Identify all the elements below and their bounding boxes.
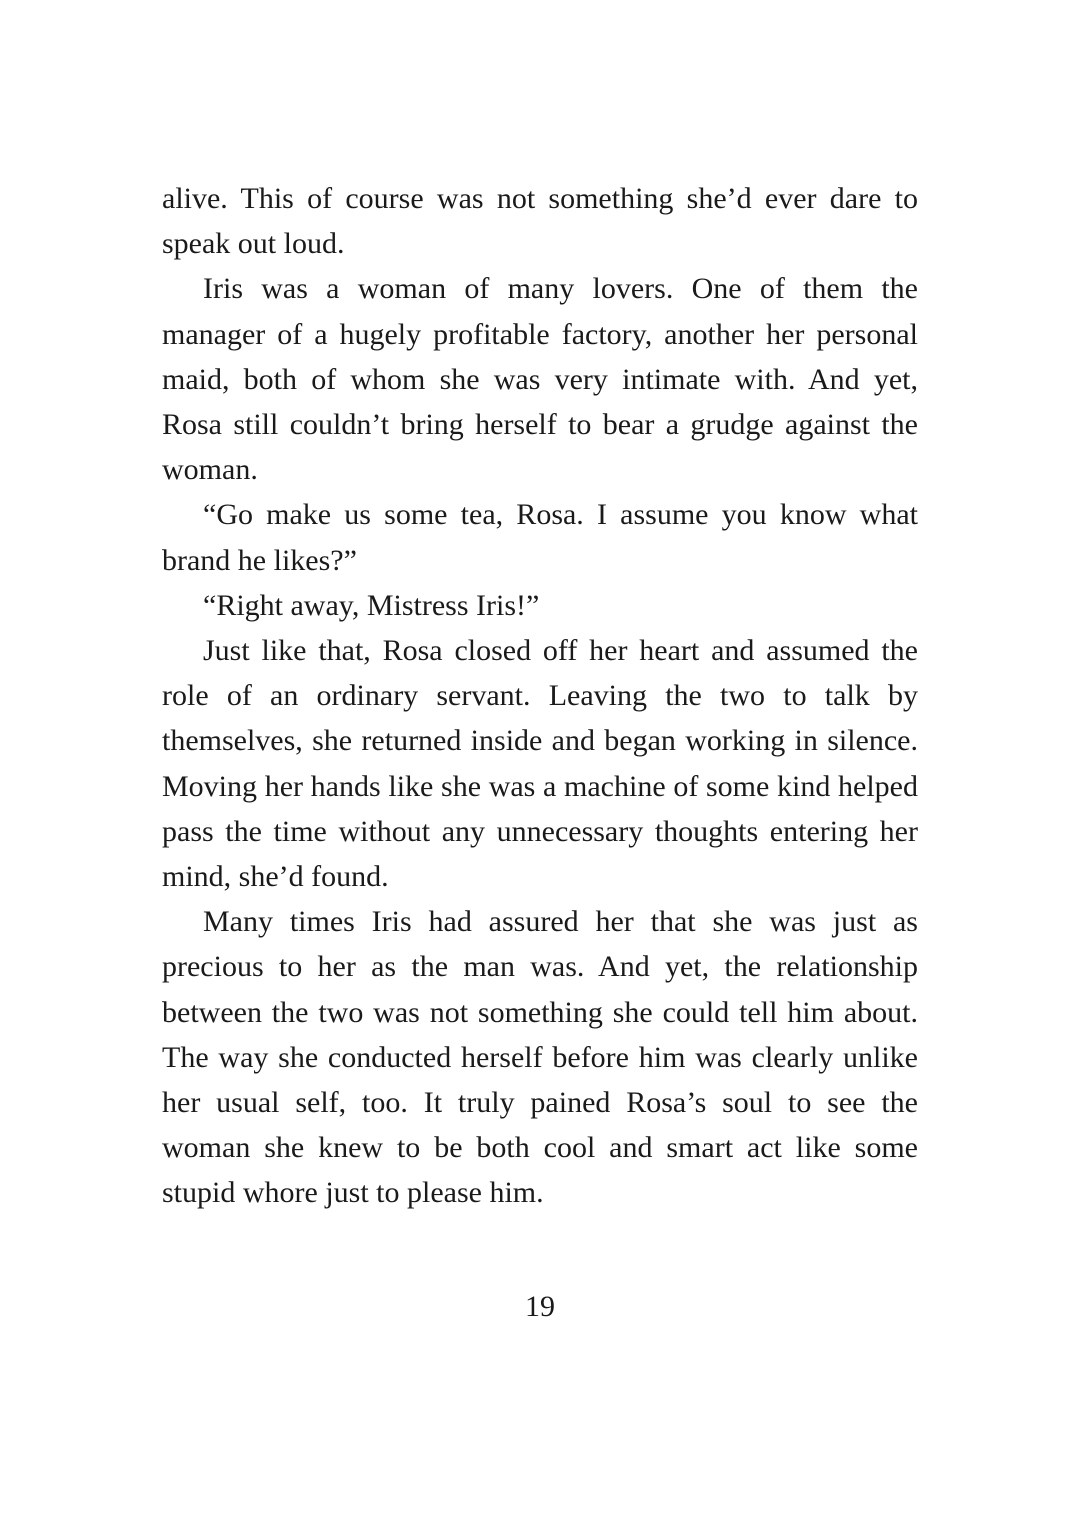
- paragraph-tea-request: “Go make us some tea, Rosa. I assume you know what brand he likes?”: [162, 498, 918, 577]
- paragraph-relationship: Many times Iris had assured her that she was just as precious to her as the man was. And yet, the relationship between the two was not something she could tell him about. The way she conducted herself before him was clearly unlike her usual self, too. It truly pained Rosa’s soul to see the woman she knew to be both cool and smart act like some stupid whore just to please him.: [162, 905, 918, 1210]
- page-number: 19: [525, 1290, 555, 1323]
- paragraph-servant-role: Just like that, Rosa closed off her heart and assumed the role of an ordinary servant. Leaving the two to talk by themselves, she returned inside and began working in silence. Moving her hands like she was a machine of some kind helped pass the time without any unnecessary thoughts entering her mind, she’d found.: [162, 634, 918, 894]
- paragraph-right-away: “Right away, Mistress Iris!”: [203, 588, 540, 622]
- paragraph-continuation: alive. This of course was not something she’d ever dare to speak out loud.: [162, 182, 918, 261]
- body-text: [162, 176, 918, 1216]
- paragraph-iris-lovers: Iris was a woman of many lovers. One of them the manager of a hugely profitable factory, another her personal maid, both of whom she was very intimate with. And yet, Rosa still couldn’t bring herself to bear a grudge against the woman.: [162, 272, 918, 487]
